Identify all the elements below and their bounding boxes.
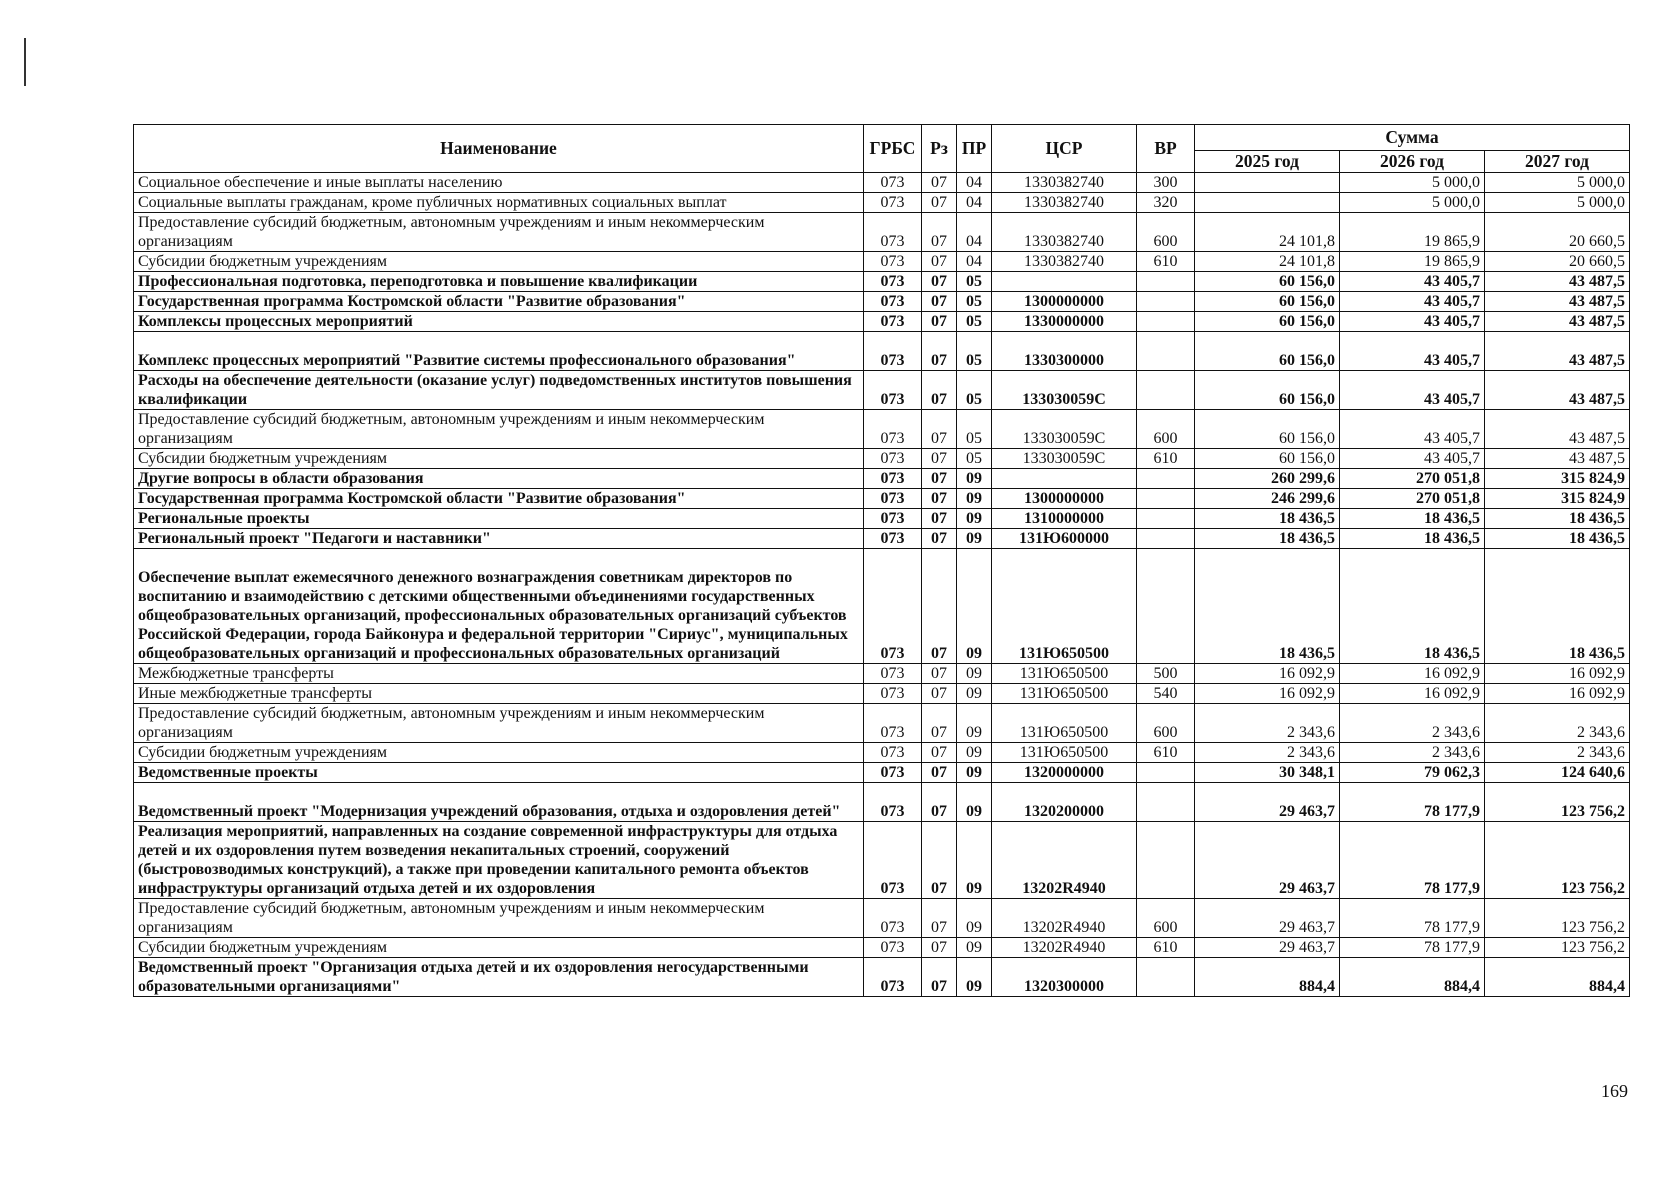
cell-2025: 60 156,0: [1195, 371, 1340, 410]
cell-csr: 133030059С: [992, 371, 1137, 410]
header-2027: 2027 год: [1485, 151, 1630, 173]
cell-csr: 1330382740: [992, 213, 1137, 252]
cell-grbs: 073: [864, 704, 922, 743]
header-2026: 2026 год: [1340, 151, 1485, 173]
cell-csr: 1330000000: [992, 312, 1137, 332]
cell-2025: [1195, 173, 1340, 193]
cell-pr: 09: [957, 469, 992, 489]
cell-name: Предоставление субсидий бюджетным, автономным учреждениям и иным некоммерческим организациям: [134, 213, 864, 252]
table-row: [134, 684, 1630, 704]
cell-2027: 124 640,6: [1485, 763, 1630, 783]
table-row: [134, 783, 1630, 822]
cell-name: Предоставление субсидий бюджетным, автономным учреждениям и иным некоммерческим организациям: [134, 410, 864, 449]
table-row: [134, 272, 1630, 292]
cell-csr: 131Ю650500: [992, 664, 1137, 684]
header-csr: ЦСР: [992, 125, 1137, 173]
cell-2025: 16 092,9: [1195, 664, 1340, 684]
cell-2026: 2 343,6: [1340, 704, 1485, 743]
cell-rz: 07: [922, 822, 957, 899]
cell-2026: 18 436,5: [1340, 529, 1485, 549]
cell-2025: 24 101,8: [1195, 252, 1340, 272]
cell-name: Ведомственные проекты: [134, 763, 864, 783]
cell-grbs: 073: [864, 449, 922, 469]
cell-csr: 133030059С: [992, 410, 1137, 449]
cell-name: Профессиональная подготовка, переподготовка и повышение квалификации: [134, 272, 864, 292]
cell-2026: 16 092,9: [1340, 684, 1485, 704]
cell-vr: [1137, 509, 1195, 529]
cell-rz: 07: [922, 193, 957, 213]
cell-name: Комплекс процессных мероприятий "Развитие системы профессионального образования": [134, 332, 864, 371]
cell-grbs: 073: [864, 763, 922, 783]
cell-csr: 1330382740: [992, 193, 1137, 213]
header-name: Наименование: [134, 125, 864, 173]
table-row: [134, 173, 1630, 193]
cell-2026: 19 865,9: [1340, 213, 1485, 252]
cell-grbs: 073: [864, 822, 922, 899]
cell-2025: 60 156,0: [1195, 332, 1340, 371]
cell-rz: 07: [922, 410, 957, 449]
cell-vr: [1137, 529, 1195, 549]
cell-pr: 09: [957, 529, 992, 549]
cell-rz: 07: [922, 704, 957, 743]
cell-2025: 29 463,7: [1195, 783, 1340, 822]
table-row: [134, 529, 1630, 549]
table-header: [134, 125, 1630, 173]
cell-name: Иные межбюджетные трансферты: [134, 684, 864, 704]
table-row: [134, 332, 1630, 371]
cell-2027: 16 092,9: [1485, 684, 1630, 704]
cell-name: Социальные выплаты гражданам, кроме публичных нормативных социальных выплат: [134, 193, 864, 213]
cell-csr: 1320000000: [992, 763, 1137, 783]
cell-name: Региональные проекты: [134, 509, 864, 529]
cell-grbs: 073: [864, 173, 922, 193]
cell-vr: [1137, 371, 1195, 410]
cell-2025: 18 436,5: [1195, 529, 1340, 549]
cell-pr: 09: [957, 509, 992, 529]
cell-grbs: 073: [864, 489, 922, 509]
cell-vr: 610: [1137, 743, 1195, 763]
table-row: [134, 763, 1630, 783]
cell-vr: 600: [1137, 899, 1195, 938]
cell-2026: 78 177,9: [1340, 899, 1485, 938]
table-row: [134, 252, 1630, 272]
cell-vr: [1137, 783, 1195, 822]
cell-grbs: 073: [864, 899, 922, 938]
cell-pr: 05: [957, 371, 992, 410]
table-row: [134, 549, 1630, 664]
cell-rz: 07: [922, 213, 957, 252]
cell-vr: [1137, 292, 1195, 312]
cell-2025: 60 156,0: [1195, 312, 1340, 332]
cell-name: Межбюджетные трансферты: [134, 664, 864, 684]
cell-name: Ведомственный проект "Организация отдыха детей и их оздоровления негосударственными образовательными организациями": [134, 958, 864, 997]
cell-2026: 79 062,3: [1340, 763, 1485, 783]
cell-csr: 1320200000: [992, 783, 1137, 822]
cell-grbs: 073: [864, 292, 922, 312]
cell-pr: 05: [957, 449, 992, 469]
cell-vr: 320: [1137, 193, 1195, 213]
cell-2027: 43 487,5: [1485, 332, 1630, 371]
cell-2025: 16 092,9: [1195, 684, 1340, 704]
cell-2026: 270 051,8: [1340, 469, 1485, 489]
cell-2025: 2 343,6: [1195, 704, 1340, 743]
cell-csr: 131Ю650500: [992, 684, 1137, 704]
cell-name: Государственная программа Костромской области "Развитие образования": [134, 292, 864, 312]
cell-grbs: 073: [864, 664, 922, 684]
cell-vr: [1137, 489, 1195, 509]
cell-grbs: 073: [864, 213, 922, 252]
cell-csr: 131Ю650500: [992, 743, 1137, 763]
table-row: [134, 489, 1630, 509]
cell-rz: 07: [922, 664, 957, 684]
cell-2025: 60 156,0: [1195, 292, 1340, 312]
header-grbs: ГРБС: [864, 125, 922, 173]
cell-grbs: 073: [864, 371, 922, 410]
table-row: [134, 193, 1630, 213]
table-row: [134, 469, 1630, 489]
cell-name: Субсидии бюджетным учреждениям: [134, 743, 864, 763]
cell-grbs: 073: [864, 312, 922, 332]
cell-rz: 07: [922, 489, 957, 509]
header-pr: ПР: [957, 125, 992, 173]
cell-2025: 29 463,7: [1195, 938, 1340, 958]
cell-rz: 07: [922, 252, 957, 272]
cell-2026: 2 343,6: [1340, 743, 1485, 763]
table-row: [134, 312, 1630, 332]
table-row: [134, 371, 1630, 410]
cell-2027: 123 756,2: [1485, 783, 1630, 822]
cell-pr: 09: [957, 549, 992, 664]
cell-2025: 60 156,0: [1195, 272, 1340, 292]
cell-pr: 09: [957, 763, 992, 783]
table-row: [134, 213, 1630, 252]
cell-csr: 133030059С: [992, 449, 1137, 469]
cell-2025: 29 463,7: [1195, 822, 1340, 899]
cell-2026: 884,4: [1340, 958, 1485, 997]
cell-csr: 131Ю600000: [992, 529, 1137, 549]
cell-2027: 5 000,0: [1485, 173, 1630, 193]
cell-2025: 24 101,8: [1195, 213, 1340, 252]
cell-2025: 18 436,5: [1195, 549, 1340, 664]
cell-2025: 18 436,5: [1195, 509, 1340, 529]
budget-table-container: [133, 124, 1629, 997]
cell-rz: 07: [922, 783, 957, 822]
cell-name: Социальное обеспечение и иные выплаты населению: [134, 173, 864, 193]
cell-rz: 07: [922, 449, 957, 469]
cell-2026: 43 405,7: [1340, 332, 1485, 371]
cell-rz: 07: [922, 958, 957, 997]
table-row: [134, 292, 1630, 312]
cell-2026: 16 092,9: [1340, 664, 1485, 684]
cell-pr: 05: [957, 332, 992, 371]
cell-csr: 131Ю650500: [992, 704, 1137, 743]
cell-rz: 07: [922, 332, 957, 371]
cell-2027: 43 487,5: [1485, 312, 1630, 332]
cell-2027: 43 487,5: [1485, 272, 1630, 292]
header-sum: Сумма: [1195, 125, 1630, 151]
cell-vr: 540: [1137, 684, 1195, 704]
budget-table: [133, 124, 1630, 997]
cell-pr: 09: [957, 743, 992, 763]
cell-name: Предоставление субсидий бюджетным, автономным учреждениям и иным некоммерческим организациям: [134, 704, 864, 743]
cell-vr: [1137, 469, 1195, 489]
header-2025: 2025 год: [1195, 151, 1340, 173]
cell-pr: 05: [957, 292, 992, 312]
cell-rz: 07: [922, 529, 957, 549]
cell-vr: [1137, 763, 1195, 783]
cell-grbs: 073: [864, 743, 922, 763]
cell-2026: 78 177,9: [1340, 822, 1485, 899]
cell-2026: 5 000,0: [1340, 193, 1485, 213]
table-row: [134, 449, 1630, 469]
table-row: [134, 743, 1630, 763]
cell-rz: 07: [922, 272, 957, 292]
cell-2027: 2 343,6: [1485, 743, 1630, 763]
cell-2026: 270 051,8: [1340, 489, 1485, 509]
table-row: [134, 938, 1630, 958]
cell-rz: 07: [922, 312, 957, 332]
header-vr: ВР: [1137, 125, 1195, 173]
cell-csr: 13202R4940: [992, 822, 1137, 899]
cell-2027: 16 092,9: [1485, 664, 1630, 684]
cell-2027: 20 660,5: [1485, 213, 1630, 252]
cell-2027: 884,4: [1485, 958, 1630, 997]
cell-grbs: 073: [864, 332, 922, 371]
cell-grbs: 073: [864, 509, 922, 529]
cell-pr: 04: [957, 173, 992, 193]
cell-grbs: 073: [864, 958, 922, 997]
cell-csr: 13202R4940: [992, 938, 1137, 958]
cell-grbs: 073: [864, 469, 922, 489]
cell-csr: 1300000000: [992, 292, 1137, 312]
cell-csr: 1320300000: [992, 958, 1137, 997]
cell-csr: 1330382740: [992, 252, 1137, 272]
cell-2025: 246 299,6: [1195, 489, 1340, 509]
cell-name: Субсидии бюджетным учреждениям: [134, 252, 864, 272]
table-row: [134, 822, 1630, 899]
cell-pr: 09: [957, 938, 992, 958]
cell-2026: 43 405,7: [1340, 410, 1485, 449]
table-body: [134, 173, 1630, 997]
cell-rz: 07: [922, 292, 957, 312]
cell-csr: [992, 469, 1137, 489]
cell-name: Реализация мероприятий, направленных на создание современной инфраструктуры для отдыха детей и их оздоровления путем возведения некапитальных строений, сооружений (быстровозводимых конструкций), а также при проведении капитального ремонта объектов инфраструктуры организаций отдыха детей и их оздоровления: [134, 822, 864, 899]
cell-pr: 04: [957, 193, 992, 213]
cell-pr: 09: [957, 684, 992, 704]
cell-name: Субсидии бюджетным учреждениям: [134, 449, 864, 469]
cell-2027: 43 487,5: [1485, 410, 1630, 449]
cell-name: Предоставление субсидий бюджетным, автономным учреждениям и иным некоммерческим организациям: [134, 899, 864, 938]
cell-grbs: 073: [864, 193, 922, 213]
cell-rz: 07: [922, 743, 957, 763]
cell-rz: 07: [922, 509, 957, 529]
cell-2027: 315 824,9: [1485, 489, 1630, 509]
cell-pr: 04: [957, 213, 992, 252]
cell-grbs: 073: [864, 272, 922, 292]
cell-rz: 07: [922, 371, 957, 410]
cell-csr: 1330300000: [992, 332, 1137, 371]
cell-grbs: 073: [864, 684, 922, 704]
cell-grbs: 073: [864, 549, 922, 664]
table-row: [134, 509, 1630, 529]
cell-name: Региональный проект "Педагоги и наставники": [134, 529, 864, 549]
cell-2027: 5 000,0: [1485, 193, 1630, 213]
cell-2027: 18 436,5: [1485, 549, 1630, 664]
table-row: [134, 704, 1630, 743]
cell-vr: 600: [1137, 704, 1195, 743]
table-row: [134, 899, 1630, 938]
cell-2027: 2 343,6: [1485, 704, 1630, 743]
cell-pr: 09: [957, 822, 992, 899]
cell-csr: 1310000000: [992, 509, 1137, 529]
cell-pr: 05: [957, 272, 992, 292]
cell-2026: 43 405,7: [1340, 371, 1485, 410]
cell-name: Обеспечение выплат ежемесячного денежного вознаграждения советникам директоров по воспитанию и взаимодействию с детскими общественными объединениями государственных общеобразовательных организаций, профессиональных образовательных организаций субъектов Российской Федерации, города Байконура и федеральной территории "Сириус", муниципальных общеобразовательных организаций и профессиональных образовательных организаций: [134, 549, 864, 664]
cell-name: Другие вопросы в области образования: [134, 469, 864, 489]
cell-vr: 300: [1137, 173, 1195, 193]
cell-vr: [1137, 332, 1195, 371]
page-number: 169: [1601, 1081, 1628, 1101]
cell-pr: 05: [957, 410, 992, 449]
cell-pr: 09: [957, 958, 992, 997]
cell-2026: 43 405,7: [1340, 449, 1485, 469]
cell-name: Ведомственный проект "Модернизация учреждений образования, отдыха и оздоровления детей": [134, 783, 864, 822]
cell-2025: 30 348,1: [1195, 763, 1340, 783]
cell-pr: 05: [957, 312, 992, 332]
cell-2027: 123 756,2: [1485, 938, 1630, 958]
cell-rz: 07: [922, 763, 957, 783]
cell-2027: 20 660,5: [1485, 252, 1630, 272]
scan-margin-mark: [24, 38, 26, 86]
cell-vr: [1137, 272, 1195, 292]
cell-vr: [1137, 549, 1195, 664]
cell-vr: 610: [1137, 252, 1195, 272]
cell-2025: 260 299,6: [1195, 469, 1340, 489]
cell-grbs: 073: [864, 252, 922, 272]
cell-pr: 09: [957, 664, 992, 684]
cell-rz: 07: [922, 173, 957, 193]
table-row: [134, 958, 1630, 997]
cell-vr: [1137, 312, 1195, 332]
cell-2026: 18 436,5: [1340, 549, 1485, 664]
table-row: [134, 664, 1630, 684]
cell-2026: 43 405,7: [1340, 312, 1485, 332]
cell-2027: 43 487,5: [1485, 371, 1630, 410]
cell-vr: 600: [1137, 410, 1195, 449]
cell-pr: 04: [957, 252, 992, 272]
cell-2025: [1195, 193, 1340, 213]
cell-csr: 13202R4940: [992, 899, 1137, 938]
cell-2026: 43 405,7: [1340, 292, 1485, 312]
cell-2026: 78 177,9: [1340, 783, 1485, 822]
cell-2027: 123 756,2: [1485, 822, 1630, 899]
cell-vr: 500: [1137, 664, 1195, 684]
cell-2026: 5 000,0: [1340, 173, 1485, 193]
cell-name: Субсидии бюджетным учреждениям: [134, 938, 864, 958]
cell-name: Государственная программа Костромской области "Развитие образования": [134, 489, 864, 509]
cell-rz: 07: [922, 899, 957, 938]
cell-2025: 29 463,7: [1195, 899, 1340, 938]
cell-name: Расходы на обеспечение деятельности (оказание услуг) подведомственных институтов повышения квалификации: [134, 371, 864, 410]
table-row: [134, 410, 1630, 449]
cell-2027: 315 824,9: [1485, 469, 1630, 489]
cell-rz: 07: [922, 684, 957, 704]
cell-pr: 09: [957, 899, 992, 938]
cell-2025: 60 156,0: [1195, 410, 1340, 449]
cell-rz: 07: [922, 469, 957, 489]
cell-2026: 78 177,9: [1340, 938, 1485, 958]
cell-pr: 09: [957, 489, 992, 509]
cell-2026: 19 865,9: [1340, 252, 1485, 272]
cell-grbs: 073: [864, 938, 922, 958]
cell-vr: 610: [1137, 449, 1195, 469]
cell-vr: 600: [1137, 213, 1195, 252]
cell-csr: [992, 272, 1137, 292]
cell-rz: 07: [922, 938, 957, 958]
cell-grbs: 073: [864, 783, 922, 822]
cell-csr: 131Ю650500: [992, 549, 1137, 664]
cell-pr: 09: [957, 704, 992, 743]
cell-2027: 43 487,5: [1485, 449, 1630, 469]
cell-vr: 610: [1137, 938, 1195, 958]
cell-grbs: 073: [864, 529, 922, 549]
cell-2027: 18 436,5: [1485, 509, 1630, 529]
cell-name: Комплексы процессных мероприятий: [134, 312, 864, 332]
cell-pr: 09: [957, 783, 992, 822]
cell-rz: 07: [922, 549, 957, 664]
header-rz: Рз: [922, 125, 957, 173]
cell-csr: 1300000000: [992, 489, 1137, 509]
cell-2025: 60 156,0: [1195, 449, 1340, 469]
cell-vr: [1137, 822, 1195, 899]
cell-2026: 18 436,5: [1340, 509, 1485, 529]
cell-csr: 1330382740: [992, 173, 1137, 193]
cell-2025: 884,4: [1195, 958, 1340, 997]
cell-2026: 43 405,7: [1340, 272, 1485, 292]
cell-2025: 2 343,6: [1195, 743, 1340, 763]
cell-2027: 18 436,5: [1485, 529, 1630, 549]
cell-2027: 43 487,5: [1485, 292, 1630, 312]
cell-2027: 123 756,2: [1485, 899, 1630, 938]
cell-grbs: 073: [864, 410, 922, 449]
cell-vr: [1137, 958, 1195, 997]
